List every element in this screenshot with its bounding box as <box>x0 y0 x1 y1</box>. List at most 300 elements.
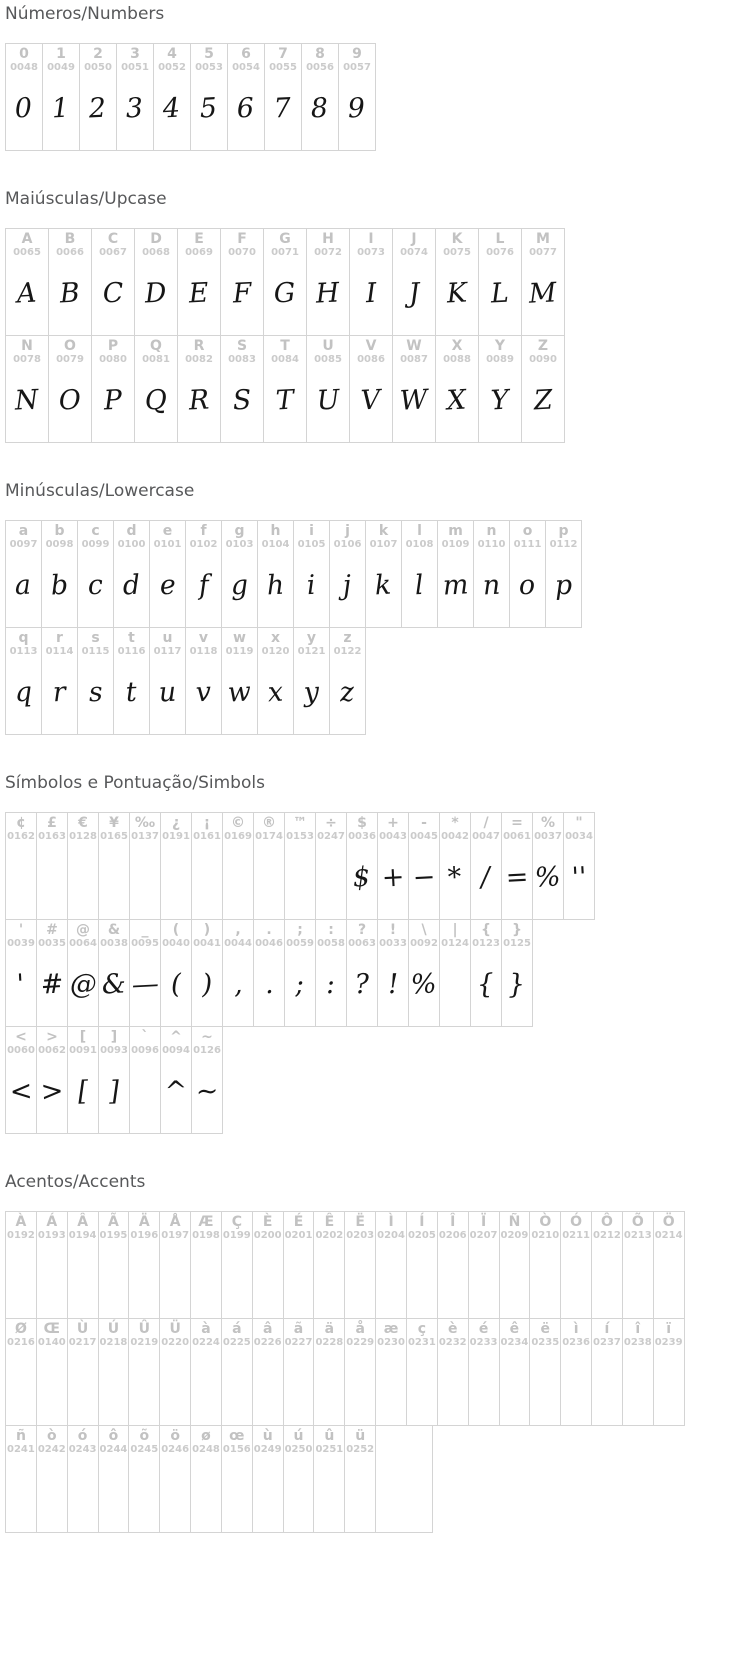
cell-character-label: ú <box>293 1428 304 1444</box>
cell-character-label: f <box>200 523 207 539</box>
cell-unicode-value: 0110 <box>477 539 506 550</box>
cell-glyph <box>19 843 23 919</box>
cell-unicode-value: 0092 <box>410 938 438 949</box>
cell-unicode-value: 0063 <box>348 938 376 949</box>
cell-unicode-value: 0034 <box>565 831 593 842</box>
cell-unicode-value: 0074 <box>400 247 428 258</box>
cell-glyph: ' <box>16 968 26 1000</box>
cell-unicode-value: 0052 <box>158 62 186 73</box>
character-cell <box>253 812 285 920</box>
character-cell <box>48 228 92 336</box>
cell-glyph <box>389 1242 393 1318</box>
cell-glyph: M <box>528 276 558 310</box>
cell-character-label: S <box>236 338 248 354</box>
cell-glyph: i <box>306 569 317 601</box>
cell-unicode-value: 0072 <box>314 247 342 258</box>
character-cell <box>301 43 339 151</box>
cell-unicode-value: 0200 <box>253 1230 282 1241</box>
character-cell <box>346 919 378 1027</box>
cell-glyph <box>235 1456 239 1532</box>
cell-unicode-value: 0086 <box>357 354 385 365</box>
cell-glyph <box>358 1456 362 1532</box>
cell-unicode-value: 0228 <box>315 1337 344 1348</box>
character-cell <box>521 228 565 336</box>
cell-character-label: B <box>64 231 76 247</box>
character-cell <box>437 520 474 628</box>
cell-glyph: e <box>158 569 177 601</box>
character-cell <box>220 335 264 443</box>
cell-unicode-value: 0037 <box>534 831 562 842</box>
cell-glyph: Q <box>143 383 168 417</box>
cell-unicode-value: 0060 <box>7 1045 35 1056</box>
character-cell <box>191 919 223 1027</box>
cell-unicode-value: 0124 <box>441 938 469 949</box>
character-cell <box>622 1211 654 1319</box>
cell-unicode-value: 0115 <box>81 646 110 657</box>
cell-unicode-value: 0218 <box>99 1337 128 1348</box>
cell-unicode-value: 0087 <box>400 354 428 365</box>
character-cell <box>36 812 68 920</box>
cell-character-label: , <box>235 922 241 938</box>
character-cell <box>529 1211 561 1319</box>
cell-character-label: Ì <box>388 1214 394 1230</box>
cell-glyph <box>173 1349 177 1425</box>
cell-character-label: 0 <box>19 46 29 62</box>
cell-glyph: : <box>325 968 337 1000</box>
cell-glyph: % <box>410 967 438 1001</box>
character-cell <box>191 1026 223 1134</box>
character-cell <box>5 43 43 151</box>
cell-unicode-value: 0098 <box>45 539 74 550</box>
character-cell <box>591 1211 623 1319</box>
cell-unicode-value: 0210 <box>531 1230 560 1241</box>
cell-character-label: Õ <box>631 1214 644 1230</box>
cell-glyph <box>327 1349 331 1425</box>
cell-character-label: 3 <box>130 46 140 62</box>
cell-glyph <box>327 1242 331 1318</box>
cell-glyph <box>143 1057 147 1133</box>
character-cell <box>545 520 582 628</box>
cell-character-label: ‰ <box>134 815 156 831</box>
cell-character-label: 8 <box>315 46 325 62</box>
cell-character-label: ù <box>262 1428 273 1444</box>
cell-character-label: G <box>279 231 291 247</box>
cell-unicode-value: 0245 <box>130 1444 159 1455</box>
cell-character-label: Ç <box>231 1214 242 1230</box>
character-cell <box>392 228 436 336</box>
cell-glyph <box>451 1242 455 1318</box>
cell-unicode-value: 0075 <box>443 247 471 258</box>
cell-unicode-value: 0224 <box>192 1337 220 1348</box>
character-cell <box>221 1425 253 1533</box>
cell-character-label: { <box>481 922 491 938</box>
cell-glyph <box>204 1242 208 1318</box>
cell-character-label: % <box>540 815 556 831</box>
cell-character-label: è <box>447 1321 458 1337</box>
character-cell <box>36 1026 68 1134</box>
cell-unicode-value: 0061 <box>503 831 531 842</box>
cell-character-label: g <box>234 523 245 539</box>
cell-unicode-value: 0128 <box>69 831 97 842</box>
cell-glyph: 7 <box>273 92 293 124</box>
cell-glyph <box>19 1242 23 1318</box>
cell-unicode-value: 0080 <box>99 354 127 365</box>
cell-character-label: Á <box>46 1214 58 1230</box>
cell-glyph <box>267 843 271 919</box>
cell-character-label: V <box>365 338 377 354</box>
character-cell <box>159 1211 191 1319</box>
cell-glyph <box>266 1456 270 1532</box>
character-cell <box>159 1318 191 1426</box>
cell-glyph <box>512 1349 516 1425</box>
character-cell <box>190 1318 222 1426</box>
cell-unicode-value: 0103 <box>225 539 254 550</box>
cell-character-label: Â <box>77 1214 89 1230</box>
character-cell <box>5 812 37 920</box>
cell-unicode-value: 0192 <box>7 1230 35 1241</box>
character-cell <box>344 1318 376 1426</box>
character-cell <box>499 1211 531 1319</box>
character-cell <box>252 1211 284 1319</box>
cell-glyph <box>667 1242 671 1318</box>
cell-unicode-value: 0118 <box>189 646 218 657</box>
cell-glyph: ( <box>169 968 182 1000</box>
cell-glyph: l <box>414 569 425 601</box>
cell-glyph: ! <box>386 968 400 1000</box>
cell-unicode-value: 0056 <box>306 62 334 73</box>
cell-character-label: C <box>107 231 119 247</box>
cell-character-label: e <box>162 523 173 539</box>
cell-glyph <box>81 843 85 919</box>
cell-character-label: ê <box>509 1321 520 1337</box>
glyph-row <box>5 1425 730 1533</box>
cell-unicode-value: 0213 <box>623 1230 652 1241</box>
cell-character-label: d <box>126 523 137 539</box>
cell-character-label: = <box>511 815 523 831</box>
cell-unicode-value: 0225 <box>222 1337 251 1348</box>
character-cell <box>5 627 42 735</box>
cell-character-label: t <box>128 630 135 646</box>
cell-unicode-value: 0229 <box>346 1337 375 1348</box>
cell-character-label: . <box>266 922 272 938</box>
cell-glyph <box>297 1349 301 1425</box>
cell-character-label: [ <box>79 1029 87 1045</box>
character-cell <box>98 1318 130 1426</box>
cell-glyph: s <box>87 676 104 708</box>
cell-glyph <box>574 1242 578 1318</box>
cell-character-label: i <box>309 523 314 539</box>
cell-unicode-value: 0241 <box>7 1444 35 1455</box>
cell-character-label: O <box>64 338 76 354</box>
character-cell <box>263 228 307 336</box>
cell-glyph <box>605 1349 609 1425</box>
cell-unicode-value: 0217 <box>68 1337 97 1348</box>
character-cell <box>435 335 479 443</box>
character-cell <box>529 1318 561 1426</box>
cell-unicode-value: 0236 <box>562 1337 591 1348</box>
cell-unicode-value: 0083 <box>228 354 256 365</box>
cell-unicode-value: 0205 <box>407 1230 436 1241</box>
character-cell <box>128 1425 160 1533</box>
cell-character-label: É <box>293 1214 304 1230</box>
section-symbols <box>5 773 730 1134</box>
character-cell <box>365 520 402 628</box>
character-cell <box>36 1425 68 1533</box>
character-cell <box>468 1318 500 1426</box>
character-cell <box>408 919 440 1027</box>
cell-unicode-value: 0198 <box>192 1230 220 1241</box>
cell-glyph <box>173 1456 177 1532</box>
cell-glyph: w <box>226 675 252 709</box>
cell-unicode-value: 0203 <box>346 1230 375 1241</box>
character-cell <box>149 627 186 735</box>
cell-unicode-value: 0230 <box>377 1337 405 1348</box>
cell-character-label: 5 <box>204 46 214 62</box>
cell-unicode-value: 0232 <box>438 1337 467 1348</box>
cell-character-label: ] <box>110 1029 118 1045</box>
cell-glyph: t <box>125 676 138 708</box>
cell-glyph: 6 <box>236 92 256 124</box>
cell-glyph: ? <box>353 968 370 1000</box>
cell-unicode-value: 0051 <box>121 62 149 73</box>
cell-unicode-value: 0062 <box>38 1045 66 1056</box>
cell-glyph <box>482 1349 486 1425</box>
cell-character-label: ¢ <box>16 815 26 831</box>
cell-character-label: Ë <box>355 1214 365 1230</box>
character-cell <box>159 1425 191 1533</box>
cell-glyph: − <box>411 860 436 894</box>
cell-glyph: % <box>534 860 562 894</box>
cell-unicode-value: 0053 <box>195 62 223 73</box>
cell-unicode-value: 0046 <box>255 938 283 949</box>
cell-character-label: > <box>46 1029 58 1045</box>
character-cell <box>252 1318 284 1426</box>
cell-glyph <box>205 843 209 919</box>
cell-character-label: L <box>495 231 505 247</box>
cell-glyph: E <box>188 277 210 310</box>
cell-unicode-value: 0161 <box>193 831 221 842</box>
cell-unicode-value: 0113 <box>9 646 38 657</box>
character-cell <box>437 1318 469 1426</box>
character-cell <box>377 812 409 920</box>
cell-unicode-value: 0049 <box>47 62 75 73</box>
cell-unicode-value: 0212 <box>593 1230 621 1241</box>
character-cell <box>283 1318 315 1426</box>
cell-character-label: Ñ <box>508 1214 521 1230</box>
cell-character-label: u <box>162 630 173 646</box>
cell-character-label: õ <box>139 1428 150 1444</box>
section-title: Símbolos e Pontuação/Simbols <box>5 773 265 793</box>
character-cell <box>67 1318 99 1426</box>
cell-character-label: í <box>604 1321 610 1337</box>
cell-glyph: b <box>49 569 69 601</box>
cell-glyph: 2 <box>88 92 108 124</box>
cell-glyph: F <box>231 277 252 309</box>
character-cell <box>591 1318 623 1426</box>
cell-glyph: d <box>121 569 141 601</box>
cell-character-label: k <box>378 523 389 539</box>
cell-glyph <box>482 1242 486 1318</box>
cell-unicode-value: 0199 <box>222 1230 251 1241</box>
character-cell <box>406 1211 438 1319</box>
character-cell <box>349 335 393 443</box>
character-cell <box>375 1211 407 1319</box>
cell-character-label: Œ <box>43 1321 60 1337</box>
cell-unicode-value: 0039 <box>7 938 35 949</box>
cell-glyph: , <box>232 968 243 1000</box>
cell-character-label: ä <box>324 1321 335 1337</box>
character-cell <box>160 812 192 920</box>
cell-unicode-value: 0197 <box>161 1230 190 1241</box>
cell-character-label: @ <box>76 922 90 938</box>
cell-character-label: l <box>417 523 422 539</box>
glyph-row <box>5 1318 730 1426</box>
cell-glyph <box>204 1456 208 1532</box>
character-cell <box>501 919 533 1027</box>
cell-unicode-value: 0201 <box>284 1230 313 1241</box>
cell-unicode-value: 0073 <box>357 247 385 258</box>
cell-glyph: { <box>476 968 496 1000</box>
character-cell <box>98 812 130 920</box>
cell-unicode-value: 0059 <box>286 938 314 949</box>
character-cell <box>470 919 502 1027</box>
cell-character-label: ë <box>540 1321 551 1337</box>
cell-glyph <box>667 1349 671 1425</box>
cell-glyph <box>636 1349 640 1425</box>
cell-unicode-value: 0246 <box>161 1444 190 1455</box>
cell-character-label: â <box>262 1321 273 1337</box>
cell-character-label: © <box>231 815 245 831</box>
cell-character-label: ! <box>389 922 397 938</box>
cell-glyph <box>81 1349 85 1425</box>
cell-character-label: Ä <box>138 1214 150 1230</box>
cell-character-label: W <box>406 338 422 354</box>
character-cell <box>283 1211 315 1319</box>
cell-character-label: Ö <box>662 1214 675 1230</box>
cell-unicode-value: 0214 <box>654 1230 683 1241</box>
character-cell <box>478 335 522 443</box>
character-cell <box>560 1211 592 1319</box>
cell-glyph <box>173 1242 177 1318</box>
cell-unicode-value: 0163 <box>38 831 66 842</box>
cell-character-label: ô <box>108 1428 119 1444</box>
character-cell <box>349 228 393 336</box>
cell-glyph: 3 <box>125 92 145 124</box>
cell-glyph <box>297 1456 301 1532</box>
cell-unicode-value: 0090 <box>529 354 557 365</box>
cell-glyph <box>142 1349 146 1425</box>
cell-glyph: y <box>302 676 320 708</box>
cell-unicode-value: 0102 <box>189 539 218 550</box>
cell-glyph: B <box>59 277 81 310</box>
cell-character-label: œ <box>229 1428 245 1444</box>
cell-glyph: q <box>13 676 33 708</box>
character-cell <box>77 520 114 628</box>
character-cell <box>177 335 221 443</box>
character-cell <box>77 627 114 735</box>
character-cell <box>439 812 471 920</box>
cell-glyph: 8 <box>310 92 330 124</box>
character-cell <box>129 812 161 920</box>
cell-glyph: } <box>507 968 527 1000</box>
cell-unicode-value: 0091 <box>69 1045 97 1056</box>
cell-unicode-value: 0071 <box>271 247 299 258</box>
cell-unicode-value: 0079 <box>56 354 84 365</box>
cell-unicode-value: 0070 <box>228 247 256 258</box>
cell-character-label: € <box>78 815 88 831</box>
cell-character-label: 6 <box>241 46 251 62</box>
cell-character-label: ' <box>18 922 24 938</box>
cell-character-label: r <box>56 630 63 646</box>
cell-character-label: 1 <box>56 46 66 62</box>
section-lower <box>5 481 730 735</box>
character-cell <box>329 627 366 735</box>
cell-character-label: J <box>411 231 417 247</box>
cell-character-label: U <box>322 338 334 354</box>
glyph-row <box>5 1211 730 1319</box>
character-cell <box>160 1026 192 1134</box>
cell-character-label: Ü <box>169 1321 181 1337</box>
character-cell <box>185 520 222 628</box>
character-cell <box>220 228 264 336</box>
section-title: Números/Numbers <box>5 4 165 24</box>
character-cell <box>499 1318 531 1426</box>
character-cell <box>468 1211 500 1319</box>
cell-character-label: K <box>451 231 463 247</box>
cell-unicode-value: 0081 <box>142 354 170 365</box>
cell-unicode-value: 0196 <box>130 1230 159 1241</box>
cell-glyph <box>50 843 54 919</box>
cell-character-label: ? <box>357 922 367 938</box>
cell-glyph: ^ <box>163 1074 188 1108</box>
cell-unicode-value: 0220 <box>161 1337 190 1348</box>
cell-character-label: D <box>150 231 162 247</box>
cell-unicode-value: 0114 <box>45 646 74 657</box>
cell-character-label: ( <box>172 922 180 938</box>
cell-character-label: ã <box>293 1321 304 1337</box>
character-cell <box>221 1318 253 1426</box>
cell-glyph <box>19 1349 23 1425</box>
character-cell <box>98 1425 130 1533</box>
cell-glyph: N <box>14 383 40 417</box>
cell-character-label: T <box>280 338 290 354</box>
cell-glyph <box>420 1242 424 1318</box>
cell-glyph: U <box>315 383 340 417</box>
section-accents <box>5 1172 730 1533</box>
cell-glyph: g <box>229 569 249 601</box>
character-cell <box>560 1318 592 1426</box>
character-cell <box>5 1026 37 1134</box>
character-cell <box>501 812 533 920</box>
cell-unicode-value: 0206 <box>438 1230 467 1241</box>
cell-character-label: / <box>483 815 489 831</box>
cell-glyph: * <box>447 861 463 893</box>
cell-glyph <box>358 1349 362 1425</box>
cell-glyph: H <box>315 276 341 310</box>
cell-character-label: R <box>193 338 205 354</box>
cell-unicode-value: 0117 <box>153 646 182 657</box>
cell-glyph: A <box>16 277 38 309</box>
character-cell <box>5 1318 37 1426</box>
cell-glyph <box>111 1242 115 1318</box>
character-cell <box>470 812 502 920</box>
cell-unicode-value: 0055 <box>269 62 297 73</box>
character-cell <box>91 335 135 443</box>
cell-character-label: H <box>322 231 334 247</box>
cell-glyph: P <box>102 384 123 416</box>
cell-unicode-value: 0242 <box>37 1444 66 1455</box>
cell-character-label: ñ <box>15 1428 26 1444</box>
